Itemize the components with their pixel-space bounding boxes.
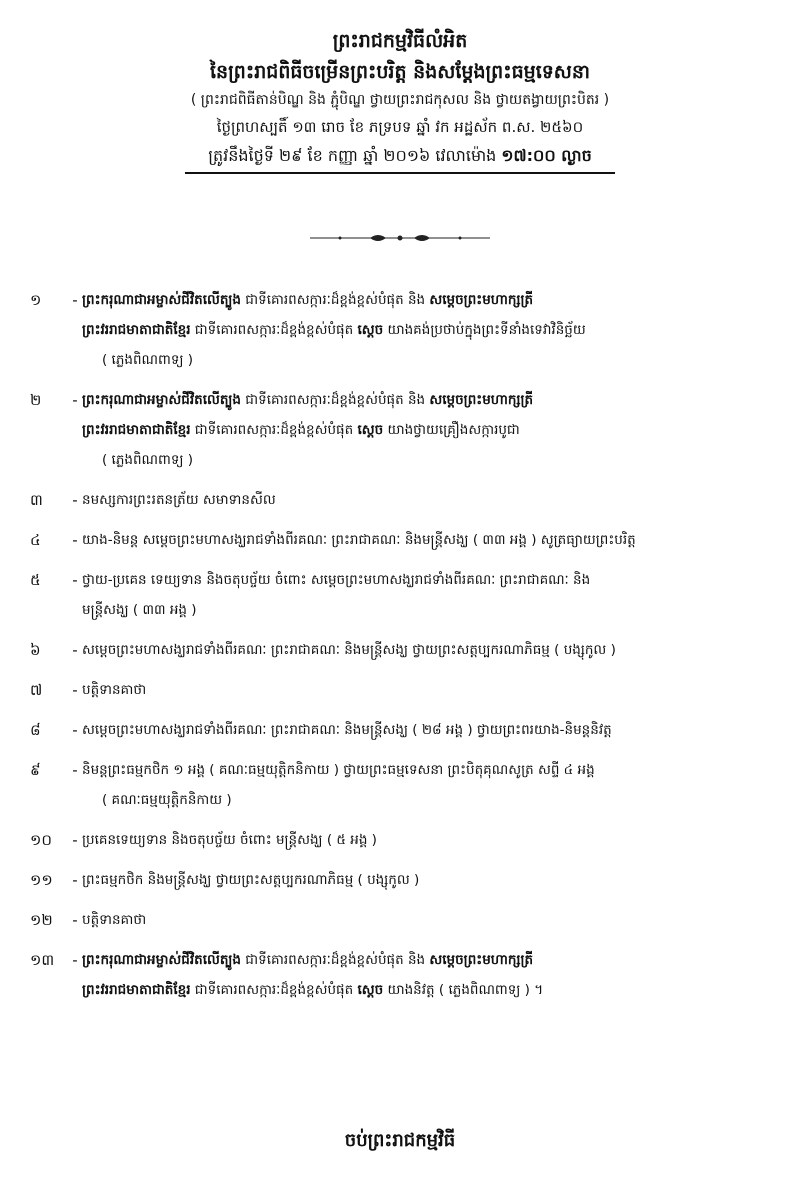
item-line <box>82 635 775 665</box>
item-bold-text: ស្ដេច <box>357 982 384 998</box>
program-item <box>30 865 775 895</box>
program-item <box>30 675 775 705</box>
item-body <box>82 285 775 375</box>
item-text: យាងថ្វាយគ្រឿងសក្ការបូជា <box>383 422 520 438</box>
item-dash: - <box>72 681 78 699</box>
program-item <box>30 715 775 745</box>
item-bold-text: សម្ដេចព្រះមហាក្សត្រី <box>429 392 534 408</box>
item-text: ប្រគេនទេយ្យទាន និងចតុបច្ច័យ ចំពោះ មន្ត្រីសង្ឃ ( ៥ អង្គ ) <box>82 832 377 848</box>
item-text: យាងគង់ប្រថាប់ក្នុងព្រះទីនាំងទេវាវិនិច្ឆ័យ <box>383 322 586 338</box>
item-number: ៧ <box>30 681 43 699</box>
item-body <box>82 905 775 935</box>
item-text: ជាទីគោរពសក្ការៈដ៏ខ្ពង់ខ្ពស់បំផុត <box>190 422 358 438</box>
item-dash: - <box>72 641 78 659</box>
item-number: ១០ <box>30 831 52 849</box>
item-dash: - <box>72 571 78 589</box>
item-text: នមស្សការព្រះរតនត្រ័យ សមាទានសីល <box>82 492 276 508</box>
item-number: ៨ <box>30 721 41 739</box>
program-title: ព្រះរាជកម្មវិធីលំអិត <box>332 30 468 52</box>
program-time <box>40 146 760 165</box>
program-list <box>30 285 775 1015</box>
item-body <box>82 945 775 1005</box>
item-text: បត្តិទានគាថា <box>82 682 147 698</box>
item-line <box>82 945 775 975</box>
item-bold-text: ព្រះវររាជមាតាជាតិខ្មែរ <box>82 422 191 438</box>
item-text: និមន្តព្រះធម្មកថិក ១ អង្គ ( គណៈធម្មយុត្តិកនិកាយ ) ថ្វាយព្រះធម្មទេសនា ព្រះបិតុគុណសូត្រ សព្ទី ៤ អង្គ <box>82 762 595 778</box>
item-dash: - <box>72 761 78 779</box>
item-line <box>82 385 775 415</box>
item-dash: - <box>72 911 78 929</box>
item-line <box>82 975 775 1005</box>
program-parenthetical: ( ព្រះរាជពិធីតាន់បិណ្ឌ និង ភ្ជុំបិណ្ឌ ថ្វាយព្រះរាជកុសល និង ថ្វាយតង្វាយព្រះបិតរ ) <box>190 91 610 108</box>
time-value: ១៧:០០ ល្ងាច <box>501 146 592 166</box>
item-bold-text: ព្រះករុណាជាអម្ចាស់ជីវិតលើត្បូង <box>82 392 241 408</box>
item-body <box>82 385 775 475</box>
item-body <box>82 675 775 705</box>
item-number: ២ <box>30 391 42 409</box>
item-text: សម្ដេចព្រះមហាសង្ឃរាជទាំងពីរគណៈ ព្រះរាជាគណៈ និងមន្ត្រីសង្ឃ ( ២៨ អង្គ ) ថ្វាយព្រះពរយាង-និមន្តនិវត្ត <box>82 722 612 738</box>
program-item <box>30 565 775 625</box>
item-body <box>82 865 775 895</box>
item-bold-text: ព្រះវររាជមាតាជាតិខ្មែរ <box>82 322 191 338</box>
item-number: ៩ <box>30 761 41 779</box>
item-text: ជាទីគោរពសក្ការៈដ៏ខ្ពង់ខ្ពស់បំផុត និង <box>241 292 430 308</box>
item-line <box>82 675 775 705</box>
item-body <box>82 825 775 855</box>
program-subtitle: នៃព្រះរាជពិធីចម្រើនព្រះបរិត្ត និងសម្ដែងព្រះធម្មទេសនា <box>210 60 590 83</box>
item-text: យាងនិវត្ត ( ភ្លេងពិណពាទ្យ ) ។ <box>383 982 544 998</box>
item-dash: - <box>72 391 78 409</box>
item-text: ជាទីគោរពសក្ការៈដ៏ខ្ពង់ខ្ពស់បំផុត <box>190 322 358 338</box>
program-item <box>30 485 775 515</box>
item-number: ១៣ <box>30 951 55 969</box>
ornament-divider-icon <box>300 230 500 246</box>
item-number: ៤ <box>30 531 41 549</box>
header-underline <box>185 172 615 174</box>
item-text: ជាទីគោរពសក្ការៈដ៏ខ្ពង់ខ្ពស់បំផុត និង <box>241 392 430 408</box>
program-item <box>30 525 775 555</box>
item-line <box>82 865 775 895</box>
program-end: ចប់ព្រះរាជកម្មវិធី <box>344 1130 456 1151</box>
item-text: សម្ដេចព្រះមហាសង្ឃរាជទាំងពីរគណៈ ព្រះរាជាគណៈ និងមន្ត្រីសង្ឃ ថ្វាយព្រះសត្តប្បករណាភិធម្ម ( បង្សុកូល ) <box>82 642 616 658</box>
program-item <box>30 635 775 665</box>
item-line <box>82 565 775 595</box>
item-number: ៦ <box>30 641 41 659</box>
program-item <box>30 905 775 935</box>
item-line <box>82 285 775 315</box>
item-line <box>82 415 775 445</box>
item-dash: - <box>72 531 78 549</box>
item-dash: - <box>72 291 78 309</box>
item-bold-text: ព្រះករុណាជាអម្ចាស់ជីវិតលើត្បូង <box>82 952 241 968</box>
item-note: ( ភ្លេងពិណពាទ្យ ) <box>102 352 194 368</box>
item-dash: - <box>72 721 78 739</box>
item-bold-text: សម្ដេចព្រះមហាក្សត្រី <box>429 292 534 308</box>
item-dash: - <box>72 951 78 969</box>
item-number: ១ <box>30 291 42 309</box>
item-line <box>82 595 775 625</box>
item-body <box>82 525 775 555</box>
item-line <box>82 905 775 935</box>
item-bold-text: ព្រះករុណាជាអម្ចាស់ជីវិតលើត្បូង <box>82 292 241 308</box>
item-dash: - <box>72 871 78 889</box>
item-number: ១១ <box>30 871 53 889</box>
item-bold-text: ស្ដេច <box>357 422 384 438</box>
item-text: យាង-និមន្ត សម្ដេចព្រះមហាសង្ឃរាជទាំងពីរគណៈ ព្រះរាជាគណៈ និងមន្ត្រីសង្ឃ ( ៣៣ អង្គ ) សូត្រធ្យាយព្រះបរិត្ត <box>82 532 636 548</box>
item-line <box>82 755 775 785</box>
item-body <box>82 485 775 515</box>
item-number: ៥ <box>30 571 41 589</box>
item-number: ១២ <box>30 911 53 929</box>
item-body <box>82 715 775 745</box>
header <box>40 30 760 174</box>
item-body <box>82 755 775 815</box>
program-item <box>30 945 775 1005</box>
item-bold-text: ព្រះវររាជមាតាជាតិខ្មែរ <box>82 982 191 998</box>
item-text: ជាទីគោរពសក្ការៈដ៏ខ្ពង់ខ្ពស់បំផុត <box>190 982 358 998</box>
item-number: ៣ <box>30 491 43 509</box>
item-text: ព្រះធម្មកថិក និងមន្ត្រីសង្ឃ ថ្វាយព្រះសត្តប្បករណាភិធម្ម ( បង្សុកូល ) <box>82 872 420 888</box>
item-bold-text: ស្ដេច <box>357 322 384 338</box>
item-note: ( គណៈធម្មយុត្តិកនិកាយ ) <box>102 792 232 808</box>
time-prefix: ត្រូវនឹងថ្ងៃទី ២៩ ខែ កញ្ញា ឆ្នាំ ២០១៦ វេលាម៉ោង <box>208 146 502 166</box>
item-dash: - <box>72 491 78 509</box>
item-text: ថ្វាយ-ប្រគេន ទេយ្យទាន និងចតុបច្ច័យ ចំពោះ សម្ដេចព្រះមហាសង្ឃរាជទាំងពីរគណៈ ព្រះរាជាគណៈ និង <box>82 572 591 588</box>
item-line <box>82 315 775 345</box>
program-item <box>30 285 775 375</box>
item-body <box>82 635 775 665</box>
item-line <box>82 825 775 855</box>
item-line <box>82 485 775 515</box>
item-note: ( ភ្លេងពិណពាទ្យ ) <box>102 452 194 468</box>
program-date: ថ្ងៃព្រហស្បតិ៍ ១៣ រោច ខែ ភទ្របទ ឆ្នាំ វក អដ្ឋស័ក ព.ស. ២៥៦០ <box>216 118 584 137</box>
item-dash: - <box>72 831 78 849</box>
item-text: ជាទីគោរពសក្ការៈដ៏ខ្ពង់ខ្ពស់បំផុត និង <box>241 952 430 968</box>
item-text: មន្ត្រីសង្ឃ ( ៣៣ អង្គ ) <box>82 602 197 618</box>
program-item <box>30 825 775 855</box>
item-bold-text: សម្ដេចព្រះមហាក្សត្រី <box>429 952 534 968</box>
item-text: បត្តិទានគាថា <box>82 912 147 928</box>
item-line <box>82 715 775 745</box>
item-line <box>82 525 775 555</box>
program-item <box>30 755 775 815</box>
item-body <box>82 565 775 625</box>
program-item <box>30 385 775 475</box>
